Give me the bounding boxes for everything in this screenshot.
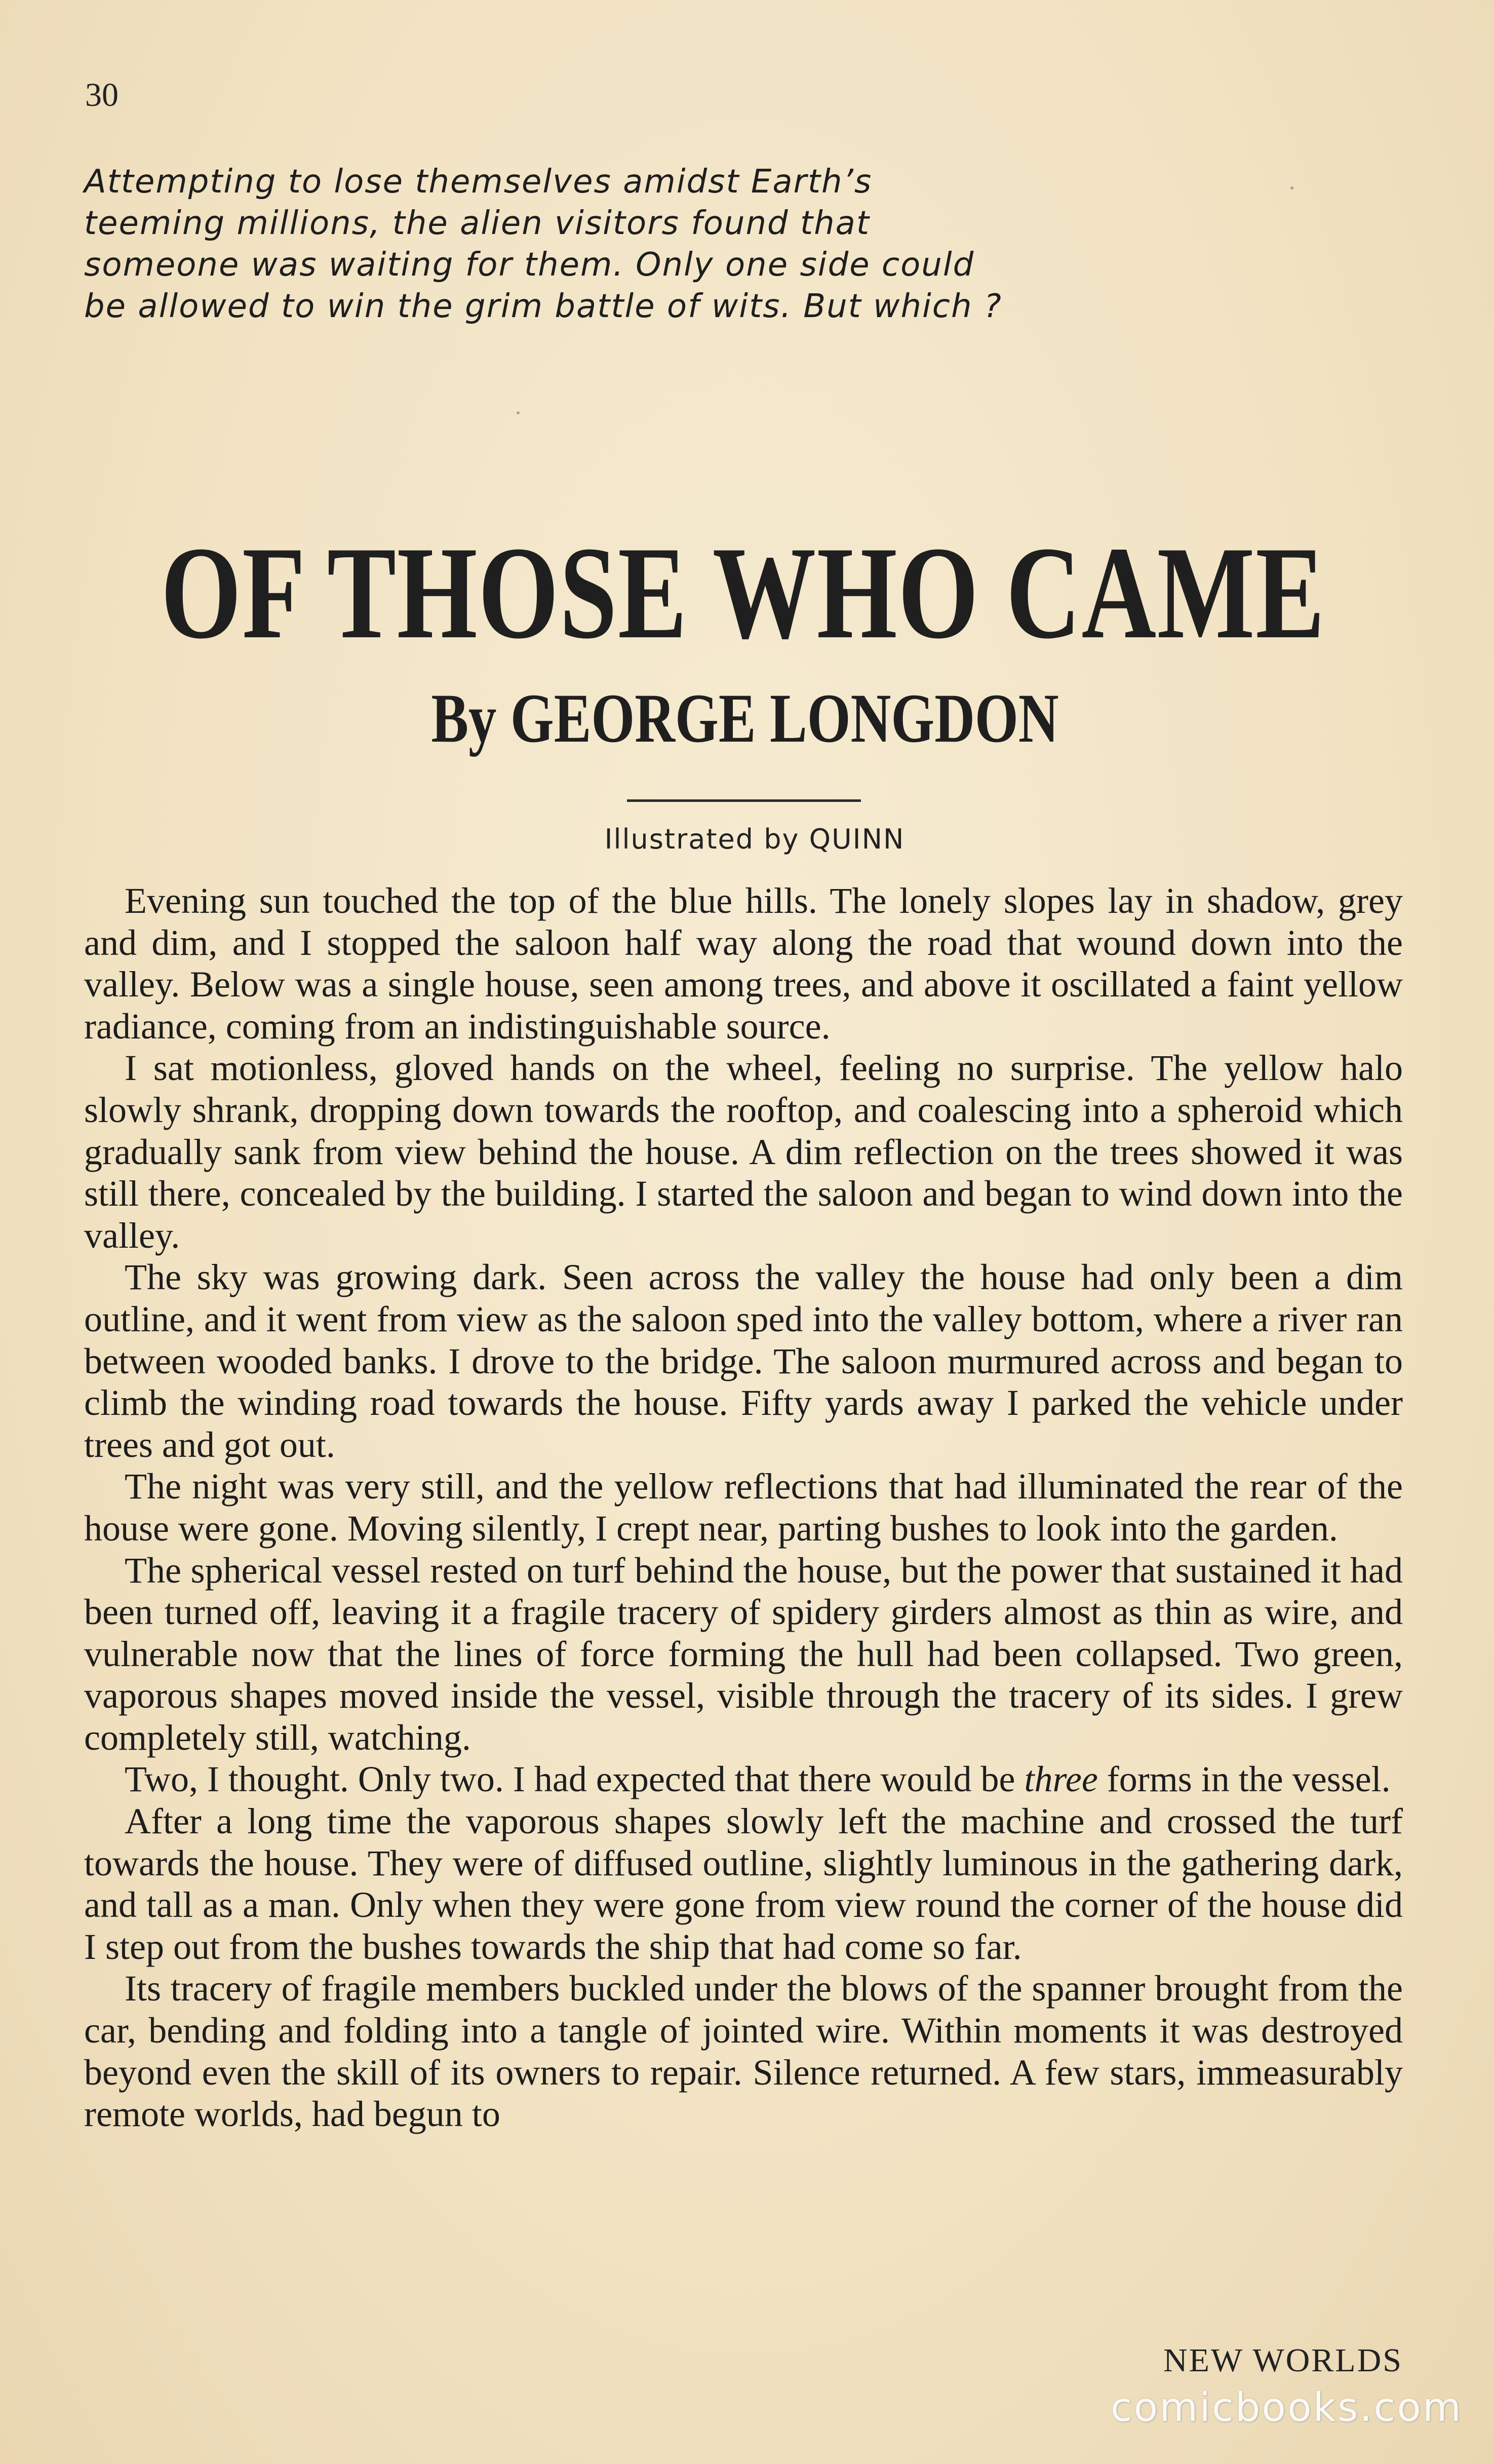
story-body — [84, 880, 1403, 2135]
emphasized-word: three — [1024, 1759, 1098, 1800]
magazine-name-footer: NEW WORLDS — [1163, 2342, 1403, 2379]
paragraph: The night was very still, and the yellow reflections that had illuminated the rear of the house were gone. Moving silently, I crept near, parting bushes to look into the garden. — [84, 1466, 1403, 1549]
paragraph: I sat motionless, gloved hands on the wheel, feeling no surprise. The yellow halo slowly shrank, dropping down towards the rooftop, and coalescing into a spheroid which gradually sank from view behind the house. A dim reflection on the trees showed it was still there, concealed by the building. I started the saloon and began to wind down into the valley. — [84, 1048, 1403, 1256]
paragraph: Evening sun touched the top of the blue hills. The lonely slopes lay in shadow, grey and dim, and I stopped the saloon half way along the road that wound down into the valley. Below was a single house, seen among trees, and above it oscillated a faint yellow radiance, coming from an indistinguishable source. — [84, 880, 1403, 1047]
paper-speck — [1290, 186, 1293, 189]
paragraph-text: Two, I thought. Only two. I had expected that there would be — [125, 1759, 1025, 1800]
page-number: 30 — [85, 76, 119, 113]
paragraph: After a long time the vaporous shapes slowly left the machine and crossed the turf towards the house. They were of diffused outline, slightly luminous in the gathering dark, and tall as a man. Only when they were gone from view round the corner of the house did I step out from the bushes towards the ship that had come so far. — [84, 1801, 1403, 1967]
illustrator-credit: Illustrated by QUINN — [604, 823, 905, 855]
paragraph: Its tracery of fragile members buckled under the blows of the spanner brought from the car, bending and folding into a tangle of jointed wire. Within moments it was destroyed beyond even the skill of its owners to repair. Silence returned. A few stars, immeasurably remote worlds, had begun to — [84, 1968, 1403, 2135]
watermark: comicbooks.com — [1110, 2385, 1463, 2431]
story-teaser: Attempting to lose themselves amidst Earth’s teeming millions, the alien visitors found that someone was waiting for them. Only one side could be allowed to win the grim battle of wits. But which ? — [84, 163, 1002, 325]
paragraph-text: forms in the vessel. — [1097, 1759, 1391, 1800]
paragraph: The spherical vessel rested on turf behind the house, but the power that sustained it had been turned off, leaving it a fragile tracery of spidery girders almost as thin as wire, and vulnerable now that the lines of force forming the hull had been collapsed. Two green, vaporous shapes moved inside the vessel, visible through the tracery of its sides. I grew completely still, watching. — [84, 1550, 1403, 1758]
paragraph — [84, 1758, 1403, 1800]
paper-speck — [517, 411, 520, 414]
story-title: OF THOSE WHO CAME — [161, 519, 1326, 666]
story-byline: By GEORGE LONGDON — [431, 679, 1059, 757]
title-divider — [627, 799, 861, 802]
paragraph: The sky was growing dark. Seen across the valley the house had only been a dim outline, and it went from view as the saloon sped into the valley bottom, where a river ran between wooded banks. I drove to the bridge. The saloon murmured across and began to climb the winding road towards the house. Fifty yards away I parked the vehicle under trees and got out. — [84, 1257, 1403, 1465]
